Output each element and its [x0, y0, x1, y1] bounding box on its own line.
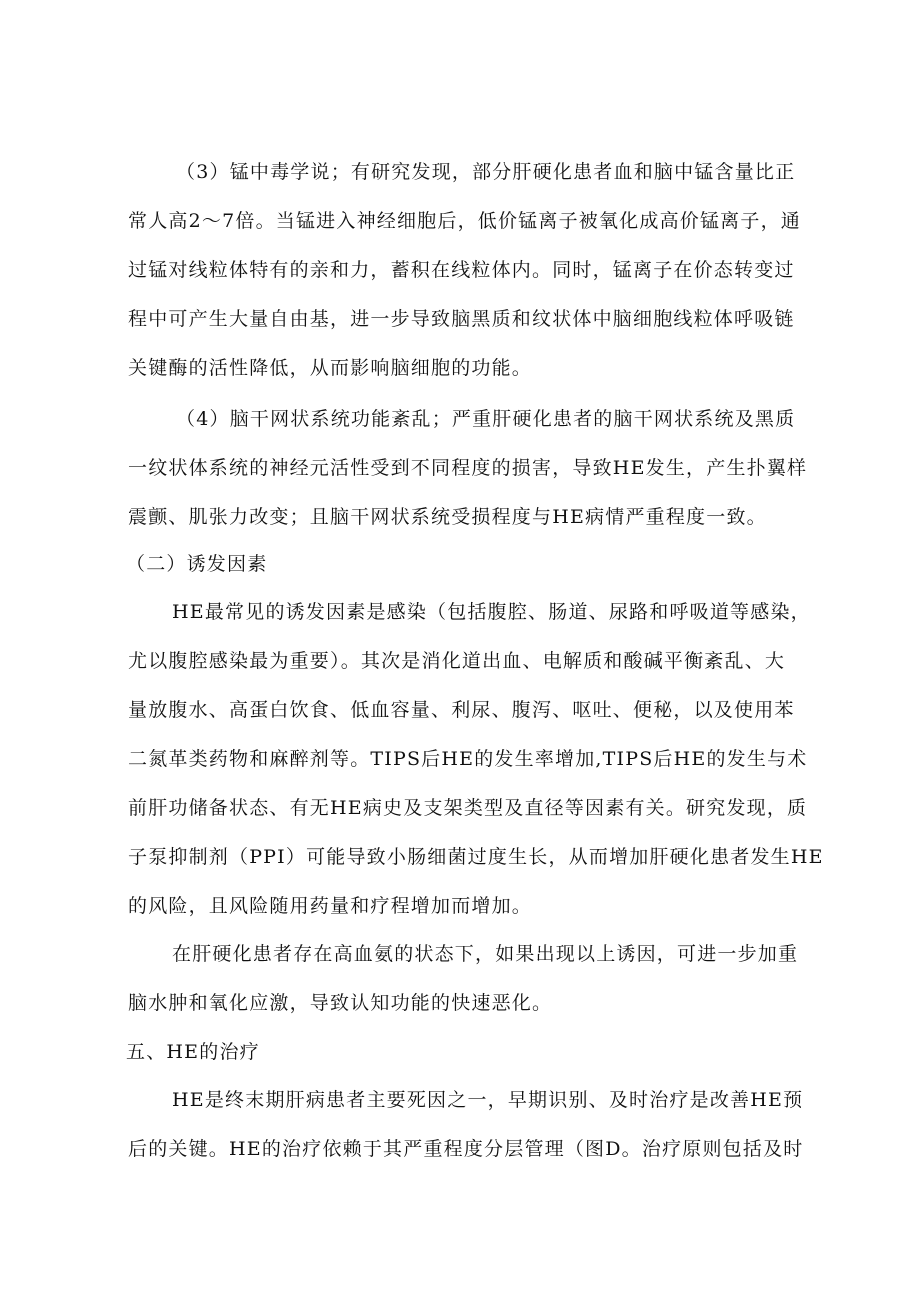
section-heading-triggers: （二）诱发因素	[126, 553, 268, 575]
para-brainstem-line-3: 震颤、肌张力改变；且脑干网状系统受损程度与HE病情严重程度一致。	[128, 506, 767, 528]
para-triggers-line-6: 子泵抑制剂（PPI）可能导致小肠细菌过度生长，从而增加肝硬化患者发生HE	[128, 846, 824, 868]
para-manganese-line-1: （3）锰中毒学说；有研究发现，部分肝硬化患者血和脑中锰含量比正	[176, 161, 796, 183]
para-triggers-line-2: 尤以腹腔感染最为重要）。其次是消化道出血、电解质和酸碱平衡紊乱、大	[128, 650, 786, 672]
para-ammonia-line-1: 在肝硬化患者存在高血氨的状态下，如果出现以上诱因，可进一步加重	[172, 943, 799, 965]
para-brainstem-line-1: （4）脑干网状系统功能紊乱；严重肝硬化患者的脑干网状系统及黑质	[176, 408, 796, 430]
para-triggers-line-1: HE最常见的诱发因素是感染（包括腹腔、肠道、尿路和呼吸道等感染，	[172, 601, 811, 623]
para-manganese-line-5: 关键酶的活性降低，从而影响脑细胞的功能。	[128, 357, 533, 379]
para-triggers-line-3: 量放腹水、高蛋白饮食、低血容量、利尿、腹泻、呕吐、便秘，以及使用苯	[128, 699, 795, 721]
para-triggers-line-5: 前肝功储备状态、有无HE病史及支架类型及直径等因素有关。研究发现，质	[128, 797, 808, 819]
para-ammonia-line-2: 脑水肿和氧化应激，导致认知功能的快速恶化。	[128, 992, 553, 1014]
para-manganese-line-2: 常人高2～7倍。当锰进入神经细胞后，低价锰离子被氧化成高价锰离子，通	[128, 210, 801, 232]
para-triggers-line-4: 二氮革类药物和麻醉剂等。TIPS后HE的发生率增加,TIPS后HE的发生与术	[128, 748, 808, 770]
para-brainstem-line-2: 一纹状体系统的神经元活性受到不同程度的损害，导致HE发生，产生扑翼样	[128, 457, 808, 479]
para-manganese-line-3: 过锰对线粒体特有的亲和力，蓄积在线粒体内。同时，锰离子在价态转变过	[128, 259, 795, 281]
para-triggers-line-7: 的风险，且风险随用药量和疗程增加而增加。	[128, 895, 533, 917]
section-heading-treatment: 五、HE的治疗	[126, 1041, 260, 1063]
para-manganese-line-4: 程中可产生大量自由基，进一步导致脑黑质和纹状体中脑细胞线粒体呼吸链	[128, 308, 795, 330]
para-treatment-line-1: HE是终末期肝病患者主要死因之一，早期识别、及时治疗是改善HE预	[172, 1089, 804, 1111]
para-treatment-line-2: 后的关键。HE的治疗依赖于其严重程度分层管理（图D。治疗原则包括及时	[128, 1138, 804, 1160]
